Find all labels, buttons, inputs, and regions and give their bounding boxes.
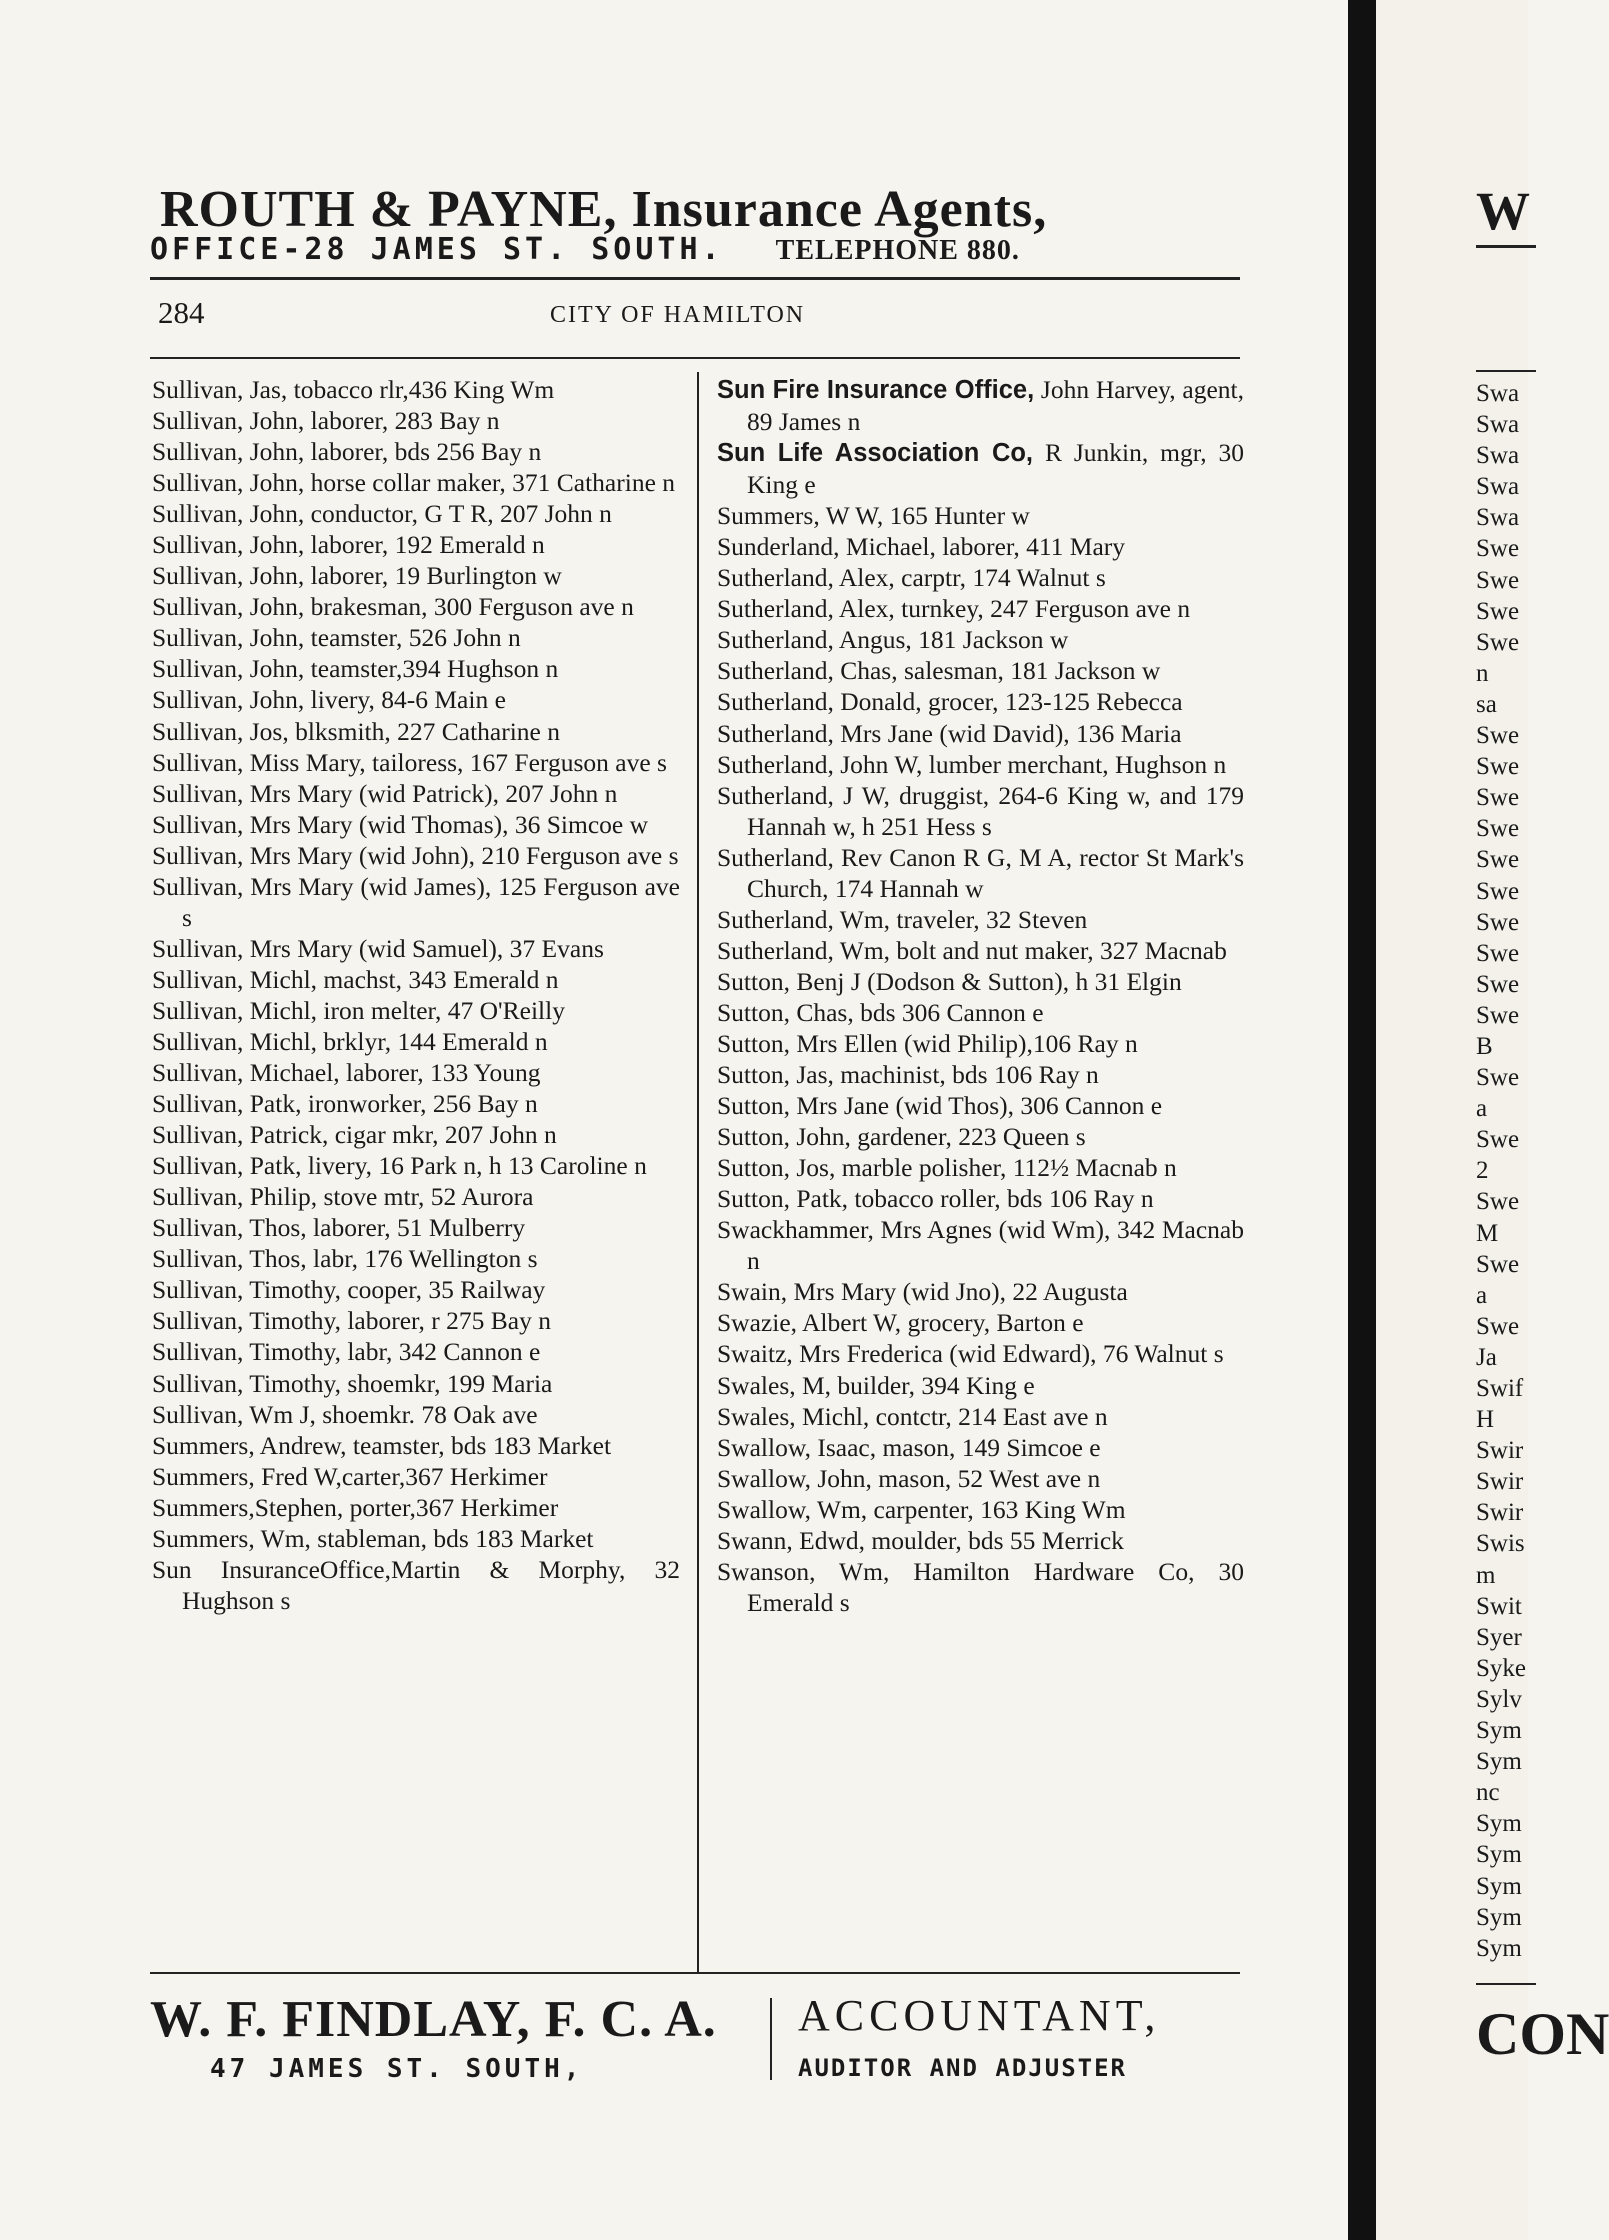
directory-entry bbox=[717, 1214, 1244, 1276]
entry-text: Sutherland, Wm, traveler, 32 Steven bbox=[717, 904, 1088, 934]
directory-entry bbox=[717, 1183, 1244, 1214]
entry-text: Sutton, Patk, tobacco roller, bds 106 Ray n bbox=[717, 1184, 1154, 1214]
next-page-entry: Swe bbox=[1476, 535, 1520, 563]
ad-address: OFFICE-28 JAMES ST. SOUTH. bbox=[150, 232, 724, 267]
column-divider bbox=[697, 372, 699, 1972]
next-page-entry: Swe bbox=[1476, 1312, 1520, 1340]
directory-entry: Sullivan, Michael, laborer, 133 Young bbox=[152, 1058, 541, 1088]
directory-entry bbox=[717, 562, 1244, 593]
next-page-entry: Swir bbox=[1476, 1437, 1524, 1465]
directory-entry: Summers, Wm, stableman, bds 183 Market bbox=[152, 1523, 594, 1553]
next-page-entry: Sym bbox=[1476, 1903, 1522, 1931]
next-page-entry: Swe bbox=[1476, 877, 1520, 905]
entry-text: Sutherland, Angus, 181 Jackson w bbox=[717, 625, 1069, 655]
next-page-entry: Syer bbox=[1476, 1623, 1522, 1651]
next-page-entry: Swit bbox=[1476, 1592, 1522, 1620]
directory-entry: Sullivan, John, laborer, 192 Emerald n bbox=[152, 530, 545, 560]
entry-text: Sutherland, Donald, grocer, 123-125 Rebecca bbox=[717, 687, 1183, 717]
footer-divider bbox=[770, 1998, 772, 2080]
entry-text: Sutherland, J W, druggist, 264-6 King w, and 179 Hannah w, h 251 Hess s bbox=[717, 780, 1244, 841]
next-page-entry: Swe bbox=[1476, 815, 1520, 843]
directory-entry bbox=[717, 1152, 1244, 1183]
directory-entry: Summers, Andrew, teamster, bds 183 Market bbox=[152, 1430, 612, 1460]
entry-text: Swanson, Wm, Hamilton Hardware Co, 30 Emerald s bbox=[717, 1556, 1244, 1617]
entry-business-name: Sun Fire Insurance Office, bbox=[717, 376, 1035, 404]
entry-text: Sutton, John, gardener, 223 Queen s bbox=[717, 1122, 1086, 1152]
next-page-entry: Swis bbox=[1476, 1530, 1525, 1558]
directory-entry: Sullivan, John, laborer, 19 Burlington w bbox=[152, 561, 562, 591]
directory-entry: Sullivan, Jas, tobacco rlr,436 King Wm bbox=[152, 375, 555, 404]
entry-text: Swales, M, builder, 394 King e bbox=[717, 1370, 1035, 1400]
directory-entry bbox=[717, 531, 1244, 562]
running-title: CITY OF HAMILTON bbox=[550, 302, 806, 328]
directory-entry bbox=[717, 780, 1244, 842]
directory-entry bbox=[717, 624, 1244, 655]
directory-entry: Sullivan, John, livery, 84-6 Main e bbox=[152, 685, 506, 715]
entry-text: Sutton, Benj J (Dodson & Sutton), h 31 Elgin bbox=[717, 966, 1182, 996]
directory-entry: Sullivan, Wm J, shoemkr. 78 Oak ave bbox=[152, 1399, 538, 1429]
directory-entry bbox=[717, 1059, 1244, 1090]
directory-entry bbox=[717, 904, 1244, 935]
directory-entry bbox=[717, 966, 1244, 997]
directory-entry bbox=[717, 1525, 1244, 1556]
next-page-entry: Swe bbox=[1476, 1126, 1520, 1154]
entry-text: Sutherland, Wm, bolt and nut maker, 327 Macnab bbox=[717, 935, 1227, 965]
next-page-entry: n bbox=[1476, 659, 1489, 687]
next-page-entry: Swif bbox=[1476, 1375, 1524, 1402]
next-page-entry: Swe bbox=[1476, 939, 1520, 967]
next-page-sliver bbox=[1376, 0, 1609, 2240]
directory-entry bbox=[717, 1338, 1244, 1369]
next-page-entry: Sym bbox=[1476, 1810, 1522, 1838]
entry-text: Swann, Edwd, moulder, bds 55 Merrick bbox=[717, 1525, 1124, 1555]
entry-text: Sunderland, Michael, laborer, 411 Mary bbox=[717, 532, 1126, 562]
entry-text: Sutton, Chas, bds 306 Cannon e bbox=[717, 997, 1044, 1027]
ad-trade: Insurance Agents, bbox=[631, 181, 1048, 238]
directory-entry: Sullivan, Patrick, cigar mkr, 207 John n bbox=[152, 1120, 557, 1150]
ad-line-2 bbox=[150, 232, 1020, 267]
directory-column-left bbox=[152, 374, 680, 1616]
directory-entry: Sullivan, Mrs Mary (wid John), 210 Ferguson ave s bbox=[152, 840, 679, 870]
directory-entry bbox=[717, 749, 1244, 780]
next-page-entry: Sym bbox=[1476, 1717, 1522, 1745]
directory-entry bbox=[717, 1432, 1244, 1463]
next-page-entry: Sylv bbox=[1476, 1685, 1522, 1713]
next-page-entry: a bbox=[1476, 1281, 1488, 1309]
entry-text: Swain, Mrs Mary (wid Jno), 22 Augusta bbox=[717, 1277, 1128, 1307]
next-page-entry: Swe bbox=[1476, 970, 1520, 998]
directory-entry: Summers,Stephen, porter,367 Herkimer bbox=[152, 1492, 559, 1522]
entry-text: Swackhammer, Mrs Agnes (wid Wm), 342 Macnab n bbox=[717, 1215, 1244, 1276]
directory-entry bbox=[717, 1556, 1244, 1618]
footer-profession: ACCOUNTANT, bbox=[798, 1991, 1161, 2040]
next-page-entry: Swe bbox=[1476, 846, 1520, 874]
ad-line-1 bbox=[160, 180, 1047, 239]
next-page-entry: Sym bbox=[1476, 1872, 1522, 1900]
directory-entry bbox=[717, 437, 1244, 500]
next-page-entry: B bbox=[1476, 1032, 1493, 1060]
directory-entry bbox=[717, 935, 1244, 966]
next-page-entry: Syke bbox=[1476, 1654, 1526, 1682]
entry-text: Sutherland, John W, lumber merchant, Hughson n bbox=[717, 749, 1227, 779]
entry-text: Sutherland, Alex, turnkey, 247 Ferguson ave n bbox=[717, 594, 1191, 624]
next-page-entry: Swe bbox=[1476, 722, 1520, 750]
title-rule bbox=[150, 357, 1240, 359]
directory-entry bbox=[717, 655, 1244, 686]
next-page-entry: Swe bbox=[1476, 908, 1520, 936]
entry-text: Sutton, Mrs Ellen (wid Philip),106 Ray n bbox=[717, 1028, 1138, 1058]
next-page-rule bbox=[1476, 1983, 1536, 1985]
next-page-entry: Swa bbox=[1476, 504, 1520, 532]
next-page-entry: nc bbox=[1476, 1779, 1500, 1807]
entry-text: Sutton, Jas, machinist, bds 106 Ray n bbox=[717, 1060, 1099, 1090]
footer-rule bbox=[150, 1972, 1240, 1974]
directory-entry: Sullivan, Patk, livery, 16 Park n, h 13 Caroline n bbox=[152, 1151, 647, 1181]
directory-entry bbox=[717, 500, 1244, 531]
directory-entry: Sullivan, Mrs Mary (wid Patrick), 207 John n bbox=[152, 778, 618, 808]
directory-entry bbox=[717, 1463, 1244, 1494]
directory-entry: Sullivan, Mrs Mary (wid James), 125 Ferguson ave s bbox=[152, 871, 680, 932]
next-page-entry: Swa bbox=[1476, 473, 1520, 501]
next-page-entry: Ja bbox=[1476, 1343, 1497, 1371]
next-page-entry: Sym bbox=[1476, 1748, 1522, 1776]
next-page-entry: Swe bbox=[1476, 1250, 1520, 1278]
next-page-entry: Swe bbox=[1476, 566, 1520, 594]
entry-text: Sutherland, Mrs Jane (wid David), 136 Maria bbox=[717, 718, 1182, 748]
directory-entry bbox=[717, 1307, 1244, 1338]
entry-text: Swallow, Wm, carpenter, 163 King Wm bbox=[717, 1494, 1126, 1524]
entry-text: R Junkin, mgr, 30 King e bbox=[747, 438, 1244, 500]
next-page-entry: Swe bbox=[1476, 1188, 1520, 1216]
next-page-entry: H bbox=[1476, 1406, 1495, 1434]
footer-services: AUDITOR AND ADJUSTER bbox=[798, 2054, 1127, 2082]
entry-text: Swaitz, Mrs Frederica (wid Edward), 76 Walnut s bbox=[717, 1339, 1224, 1369]
next-page-entry: Sym bbox=[1476, 1934, 1522, 1962]
directory-entry: Sun InsuranceOffice,Martin & Morphy, 32 Hughson s bbox=[152, 1554, 680, 1615]
directory-entry bbox=[717, 1370, 1244, 1401]
directory-entry: Sullivan, Patk, ironworker, 256 Bay n bbox=[152, 1089, 538, 1119]
directory-entry bbox=[717, 1276, 1244, 1307]
directory-entry bbox=[717, 686, 1244, 717]
directory-entry: Sullivan, Michl, machst, 343 Emerald n bbox=[152, 964, 559, 994]
directory-entry: Sullivan, Timothy, laborer, r 275 Bay n bbox=[152, 1306, 551, 1336]
next-page-entry: M bbox=[1476, 1219, 1499, 1247]
next-page-entry: m bbox=[1476, 1561, 1496, 1589]
directory-entry bbox=[717, 1121, 1244, 1152]
directory-entry: Sullivan, John, brakesman, 300 Ferguson ave n bbox=[152, 592, 634, 622]
next-page-entry: Sym bbox=[1476, 1841, 1522, 1869]
footer-firm-name: W. F. FINDLAY, F. C. A. bbox=[150, 1991, 717, 2048]
entry-text: John Harvey, agent, 89 James n bbox=[747, 375, 1244, 437]
directory-entry bbox=[717, 374, 1244, 437]
next-page-entry: Swa bbox=[1476, 411, 1520, 439]
next-page-entry: Swe bbox=[1476, 597, 1520, 625]
directory-entry: Sullivan, Michl, brklyr, 144 Emerald n bbox=[152, 1026, 548, 1056]
ad-telephone: TELEPHONE 880. bbox=[775, 235, 1020, 266]
directory-entry: Sullivan, Jos, blksmith, 227 Catharine n bbox=[152, 716, 560, 746]
directory-entry bbox=[717, 1090, 1244, 1121]
page-gutter bbox=[1348, 0, 1376, 2240]
header-rule bbox=[150, 277, 1240, 280]
directory-entry bbox=[717, 1401, 1244, 1432]
directory-entry: Sullivan, John, laborer, bds 256 Bay n bbox=[152, 437, 542, 467]
next-page-entry: Swa bbox=[1476, 380, 1520, 407]
next-page-entry: Swe bbox=[1476, 628, 1520, 656]
directory-entry bbox=[717, 1494, 1244, 1525]
directory-entry: Sullivan, Mrs Mary (wid Thomas), 36 Simcoe w bbox=[152, 809, 649, 839]
directory-entry: Sullivan, John, teamster, 526 John n bbox=[152, 623, 521, 653]
entry-text: Sutton, Jos, marble polisher, 112½ Macnab n bbox=[717, 1153, 1177, 1183]
entry-text: Swales, Michl, contctr, 214 East ave n bbox=[717, 1401, 1108, 1431]
entry-text: Sutherland, Chas, salesman, 181 Jackson w bbox=[717, 656, 1161, 686]
directory-entry: Sullivan, Thos, labr, 176 Wellington s bbox=[152, 1244, 538, 1274]
directory-entry bbox=[717, 1028, 1244, 1059]
directory-entry bbox=[717, 842, 1244, 904]
next-page-entry: Swe bbox=[1476, 1064, 1520, 1092]
directory-entry: Sullivan, John, conductor, G T R, 207 John n bbox=[152, 499, 612, 529]
directory-entry: Sullivan, Thos, laborer, 51 Mulberry bbox=[152, 1213, 526, 1243]
next-page-entry: a bbox=[1476, 1095, 1488, 1123]
next-page-entries bbox=[1476, 378, 1526, 1964]
next-page-bottom: CON bbox=[1476, 2001, 1609, 2067]
directory-entry: Sullivan, John, teamster,394 Hughson n bbox=[152, 654, 559, 684]
entry-text: Swallow, John, mason, 52 West ave n bbox=[717, 1463, 1101, 1493]
entry-text: Summers, W W, 165 Hunter w bbox=[717, 501, 1030, 531]
next-page-entry: Swa bbox=[1476, 442, 1520, 470]
next-page-entry: sa bbox=[1476, 690, 1497, 718]
ad-firm-name: ROUTH & PAYNE, bbox=[160, 181, 618, 238]
page-number: 284 bbox=[158, 295, 205, 330]
entry-text: Sutherland, Rev Canon R G, M A, rector St Mark's Church, 174 Hannah w bbox=[717, 842, 1244, 903]
entry-business-name: Sun Life Association Co, bbox=[717, 439, 1034, 468]
directory-entry bbox=[717, 718, 1244, 749]
entry-text: Swazie, Albert W, grocery, Barton e bbox=[717, 1308, 1084, 1338]
directory-entry: Sullivan, Mrs Mary (wid Samuel), 37 Evans bbox=[152, 933, 604, 963]
next-page-entry: Swe bbox=[1476, 753, 1520, 781]
directory-entry: Summers, Fred W,carter,367 Herkimer bbox=[152, 1461, 548, 1491]
directory-column-right bbox=[717, 374, 1244, 1618]
directory-entry: Sullivan, Miss Mary, tailoress, 167 Ferguson ave s bbox=[152, 747, 667, 777]
entry-text: Sutherland, Alex, carptr, 174 Walnut s bbox=[717, 563, 1106, 593]
directory-entry bbox=[717, 997, 1244, 1028]
directory-entry: Sullivan, John, horse collar maker, 371 Catharine n bbox=[152, 468, 676, 498]
next-page-rule bbox=[1476, 370, 1536, 372]
directory-entry: Sullivan, John, laborer, 283 Bay n bbox=[152, 406, 500, 436]
entry-text: Sutton, Mrs Jane (wid Thos), 306 Cannon e bbox=[717, 1091, 1163, 1121]
footer-address: 47 JAMES ST. SOUTH, bbox=[210, 2054, 584, 2084]
directory-entry: Sullivan, Timothy, labr, 342 Cannon e bbox=[152, 1337, 541, 1367]
directory-entry: Sullivan, Timothy, cooper, 35 Railway bbox=[152, 1275, 546, 1305]
next-page-entry: 2 bbox=[1476, 1157, 1489, 1185]
directory-entry: Sullivan, Philip, stove mtr, 52 Aurora bbox=[152, 1182, 534, 1212]
next-page-entry: Swir bbox=[1476, 1499, 1524, 1527]
directory-entry bbox=[717, 593, 1244, 624]
next-page-entry: Swir bbox=[1476, 1468, 1524, 1496]
next-page-entry: Swe bbox=[1476, 784, 1520, 812]
next-page-head: W bbox=[1476, 181, 1530, 241]
next-page-rule bbox=[1476, 245, 1536, 248]
directory-entry: Sullivan, Michl, iron melter, 47 O'Reilly bbox=[152, 995, 565, 1025]
directory-entry: Sullivan, Timothy, shoemkr, 199 Maria bbox=[152, 1368, 553, 1398]
next-page-entry: Swe bbox=[1476, 1001, 1520, 1029]
entry-text: Swallow, Isaac, mason, 149 Simcoe e bbox=[717, 1432, 1101, 1462]
